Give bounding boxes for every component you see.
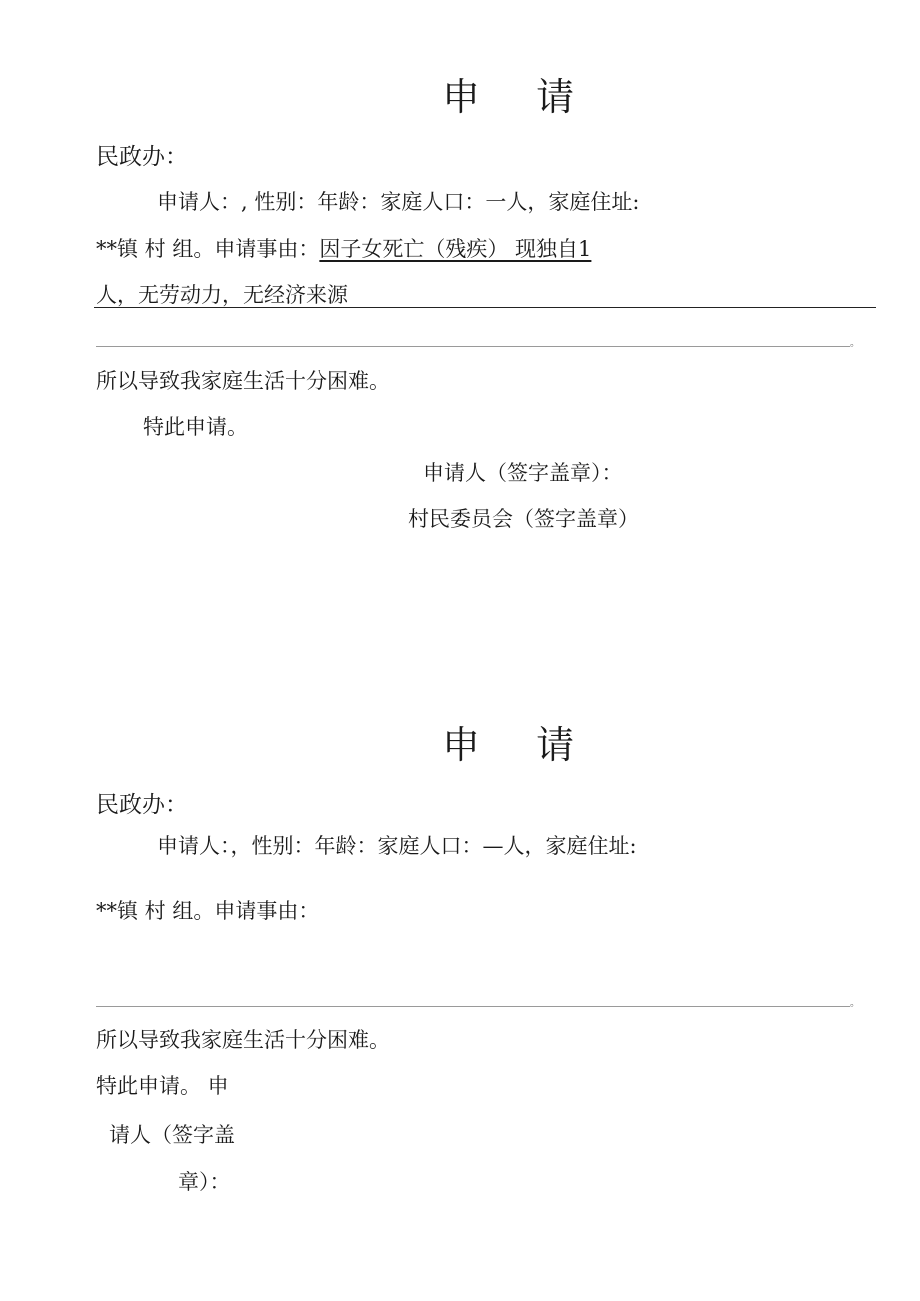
- form2-reason-line: **镇 村 组。申请事由：: [96, 899, 320, 923]
- form1-reason-line: [96, 233, 591, 263]
- form1-reason-continuation: 人，无劳动力，无经济来源: [96, 283, 348, 307]
- form1-reason-underline: [94, 307, 876, 308]
- form2-addressee: 民政办：: [96, 792, 188, 818]
- form2-hardship-line: 所以导致我家庭生活十分困难。: [96, 1028, 390, 1052]
- form2-blank-line-end-mark: 。: [850, 998, 860, 1009]
- form1-committee-signature: 村民委员会（签字盖章）: [408, 507, 639, 531]
- form2-signature-part2: 章）：: [178, 1170, 231, 1194]
- form1-blank-line-end-mark: 。: [850, 338, 860, 349]
- form1-blank-line: [96, 346, 850, 347]
- form1-reason-text: 因子女死亡（残疾） 现独自1: [319, 237, 592, 261]
- form1-closing: 特此申请。: [143, 415, 248, 439]
- form2-blank-line: [96, 1006, 850, 1007]
- form1-title: 申 请: [442, 75, 597, 119]
- form1-addressee: 民政办：: [96, 144, 188, 170]
- form2-signature-part1: 请人（签字盖: [109, 1123, 235, 1147]
- form2-closing: 特此申请。 申: [96, 1074, 229, 1098]
- form2-applicant-line: 申请人：，性别：年龄：家庭人口：—人，家庭住址:: [157, 834, 637, 858]
- form1-applicant-line: 申请人：, 性别：年龄：家庭人口：一人，家庭住址:: [157, 190, 640, 214]
- form1-hardship-line: 所以导致我家庭生活十分困难。: [96, 369, 390, 393]
- form2-title: 申 请: [442, 723, 597, 767]
- form1-reason-prefix: **镇 村 组。申请事由：: [96, 237, 320, 261]
- form1-applicant-signature: 申请人（签字盖章）：: [423, 461, 623, 485]
